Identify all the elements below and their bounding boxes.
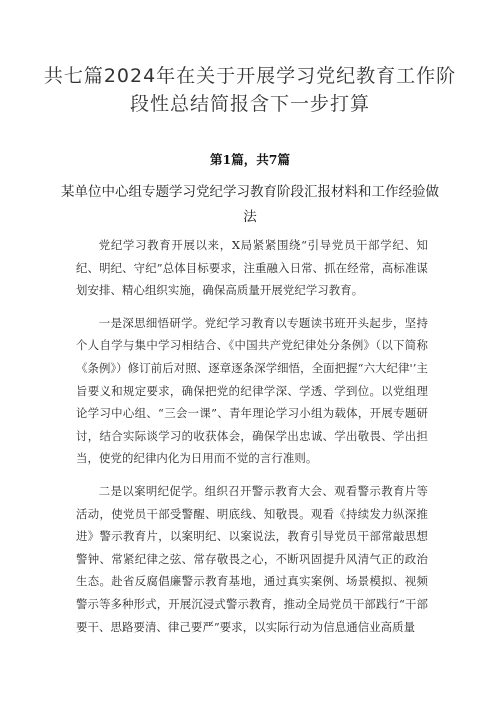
document-title: 共七篇2024年在关于开展学习党纪教育工作阶段性总结简报含下一步打算 bbox=[43, 65, 457, 115]
paragraph-intro: 党纪学习教育开展以来，X局紧紧围绕“引导党员干部学纪、知纪、明纪、守纪”总体目标要求，注重融入日常、抓在经常，高标准谋划安排、精心组织实施，确保高质量开展党纪学习教育。 bbox=[76, 238, 428, 298]
report-title: 某单位中心组专题学习党纪学习教育阶段汇报材料和工作经验做法 bbox=[61, 184, 439, 225]
paragraph-case-warning: 二是以案明纪促学。组织召开警示教育大会、观看警示教育片等活动，使党员干部受警醒、明底线、知敬畏。观看《持续发力纵深推进》警示教育片，以案明纪、以案说法，教育引导党员干部常敲思想警钟、常紧纪律之弦、常存敬畏之心，不断巩固提升风清气正的政治生态。赴省反腐倡廉警示教育基地，通过真实案例、场景模拟、视频警示等多种形式，开展沉浸式警示教育，推动全局党员干部践行“干部要干、思路要清、律己要严”要求，以实际行动为信息通信业高质量 bbox=[76, 483, 428, 634]
paragraph-study: 一是深思细悟研学。党纪学习教育以专题读书班开头起步，坚持个人自学与集中学习相结合、《中国共产党纪律处分条例》（以下简称《条例》）修订前后对照、逐章逐条深学细悟，全面把握“六大纪律'’主旨要义和规定要求，确保把党的纪律学深、学透、学到位。以党组理论学习中心组、“三会一课”、青年理论学习小组为载体，开展专题研讨，结合实际谈学习的收获体会，确保学出忠诚、学出敬畏、学出担当，使党的纪律内化为日用而不觉的言行准则。 bbox=[76, 315, 428, 466]
document-body bbox=[76, 234, 428, 648]
section-label: 第1篇，共7篇 bbox=[210, 152, 290, 167]
